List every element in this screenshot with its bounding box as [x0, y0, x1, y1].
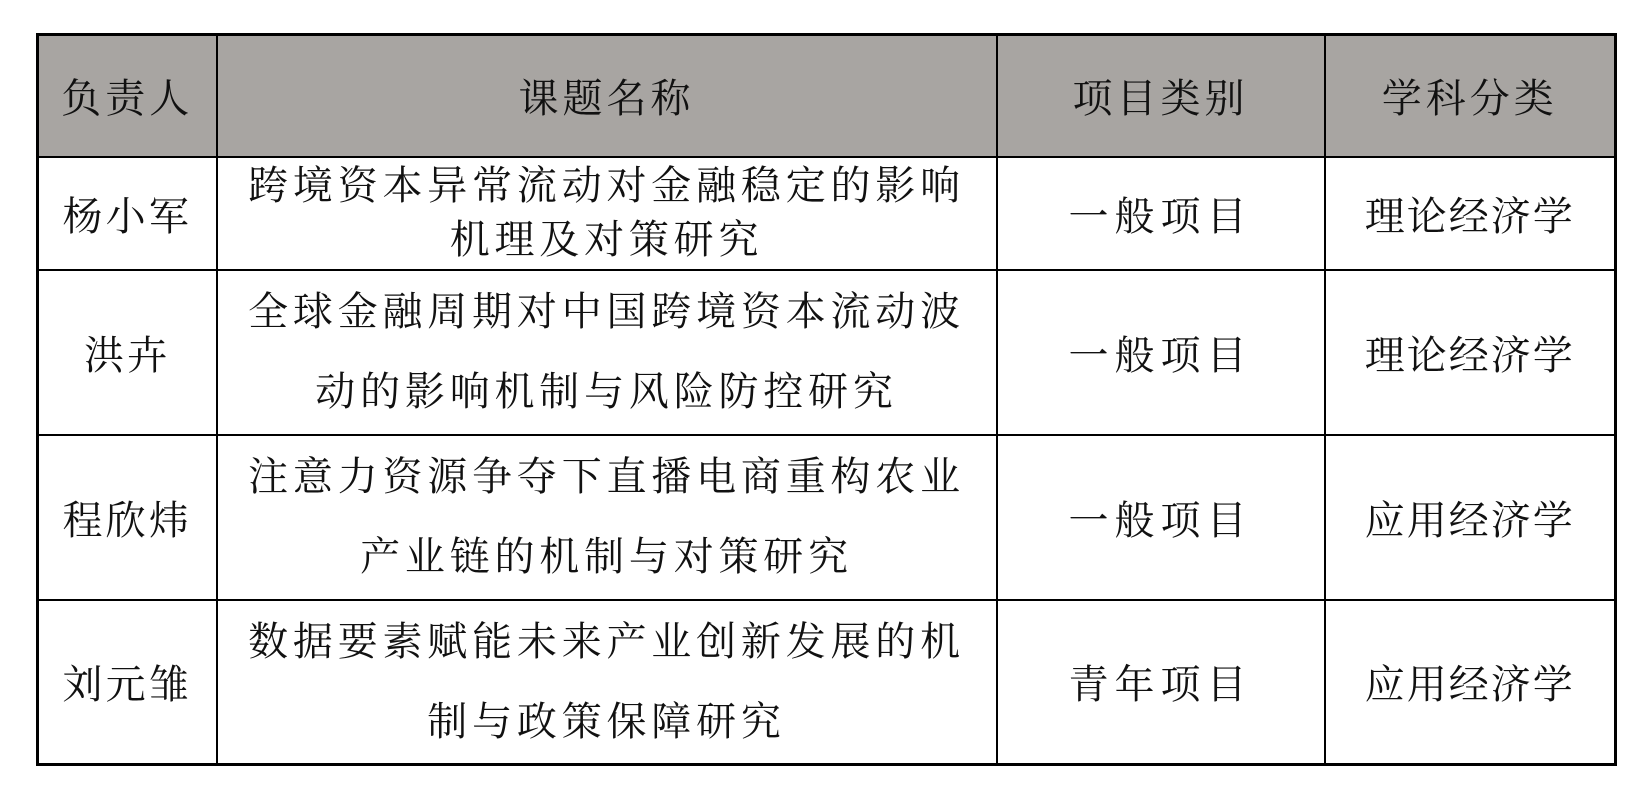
title-cell [217, 270, 997, 435]
title-cell [217, 600, 997, 765]
table-row [38, 435, 1616, 600]
category-cell: 一般项目 [997, 435, 1325, 600]
leader-cell: 刘元雏 [38, 600, 217, 765]
column-header-discipline: 学科分类 [1325, 35, 1616, 157]
research-projects-table [36, 33, 1617, 766]
discipline-cell: 理论经济学 [1325, 270, 1616, 435]
leader-cell: 洪卉 [38, 270, 217, 435]
title-line: 数据要素赋能未来产业创新发展的机 [248, 618, 965, 664]
title-line: 机理及对策研究 [449, 217, 764, 262]
column-header-title: 课题名称 [217, 35, 997, 157]
title-cell [217, 157, 997, 270]
column-header-category: 项目类别 [997, 35, 1325, 157]
category-cell: 一般项目 [997, 270, 1325, 435]
table-header [38, 35, 1616, 157]
category-cell: 一般项目 [997, 157, 1325, 270]
leader-cell: 程欣炜 [38, 435, 217, 600]
title-line: 注意力资源争夺下直播电商重构农业 [248, 454, 965, 499]
title-line: 全球金融周期对中国跨境资本流动波 [248, 289, 965, 334]
table-row [38, 157, 1616, 270]
title-cell [217, 435, 997, 600]
leader-cell: 杨小军 [38, 157, 217, 270]
column-header-leader: 负责人 [38, 35, 217, 157]
category-cell: 青年项目 [997, 600, 1325, 765]
title-line: 产业链的机制与对策研究 [360, 534, 853, 579]
title-line: 跨境资本异常流动对金融稳定的影响 [248, 163, 965, 208]
discipline-cell: 应用经济学 [1325, 435, 1616, 600]
table-row [38, 270, 1616, 435]
header-row [38, 35, 1616, 157]
title-line: 制与政策保障研究 [427, 698, 786, 744]
discipline-cell: 理论经济学 [1325, 157, 1616, 270]
table-body [38, 157, 1616, 765]
title-line: 动的影响机制与风险防控研究 [315, 369, 898, 414]
table-row [38, 600, 1616, 765]
discipline-cell: 应用经济学 [1325, 600, 1616, 765]
